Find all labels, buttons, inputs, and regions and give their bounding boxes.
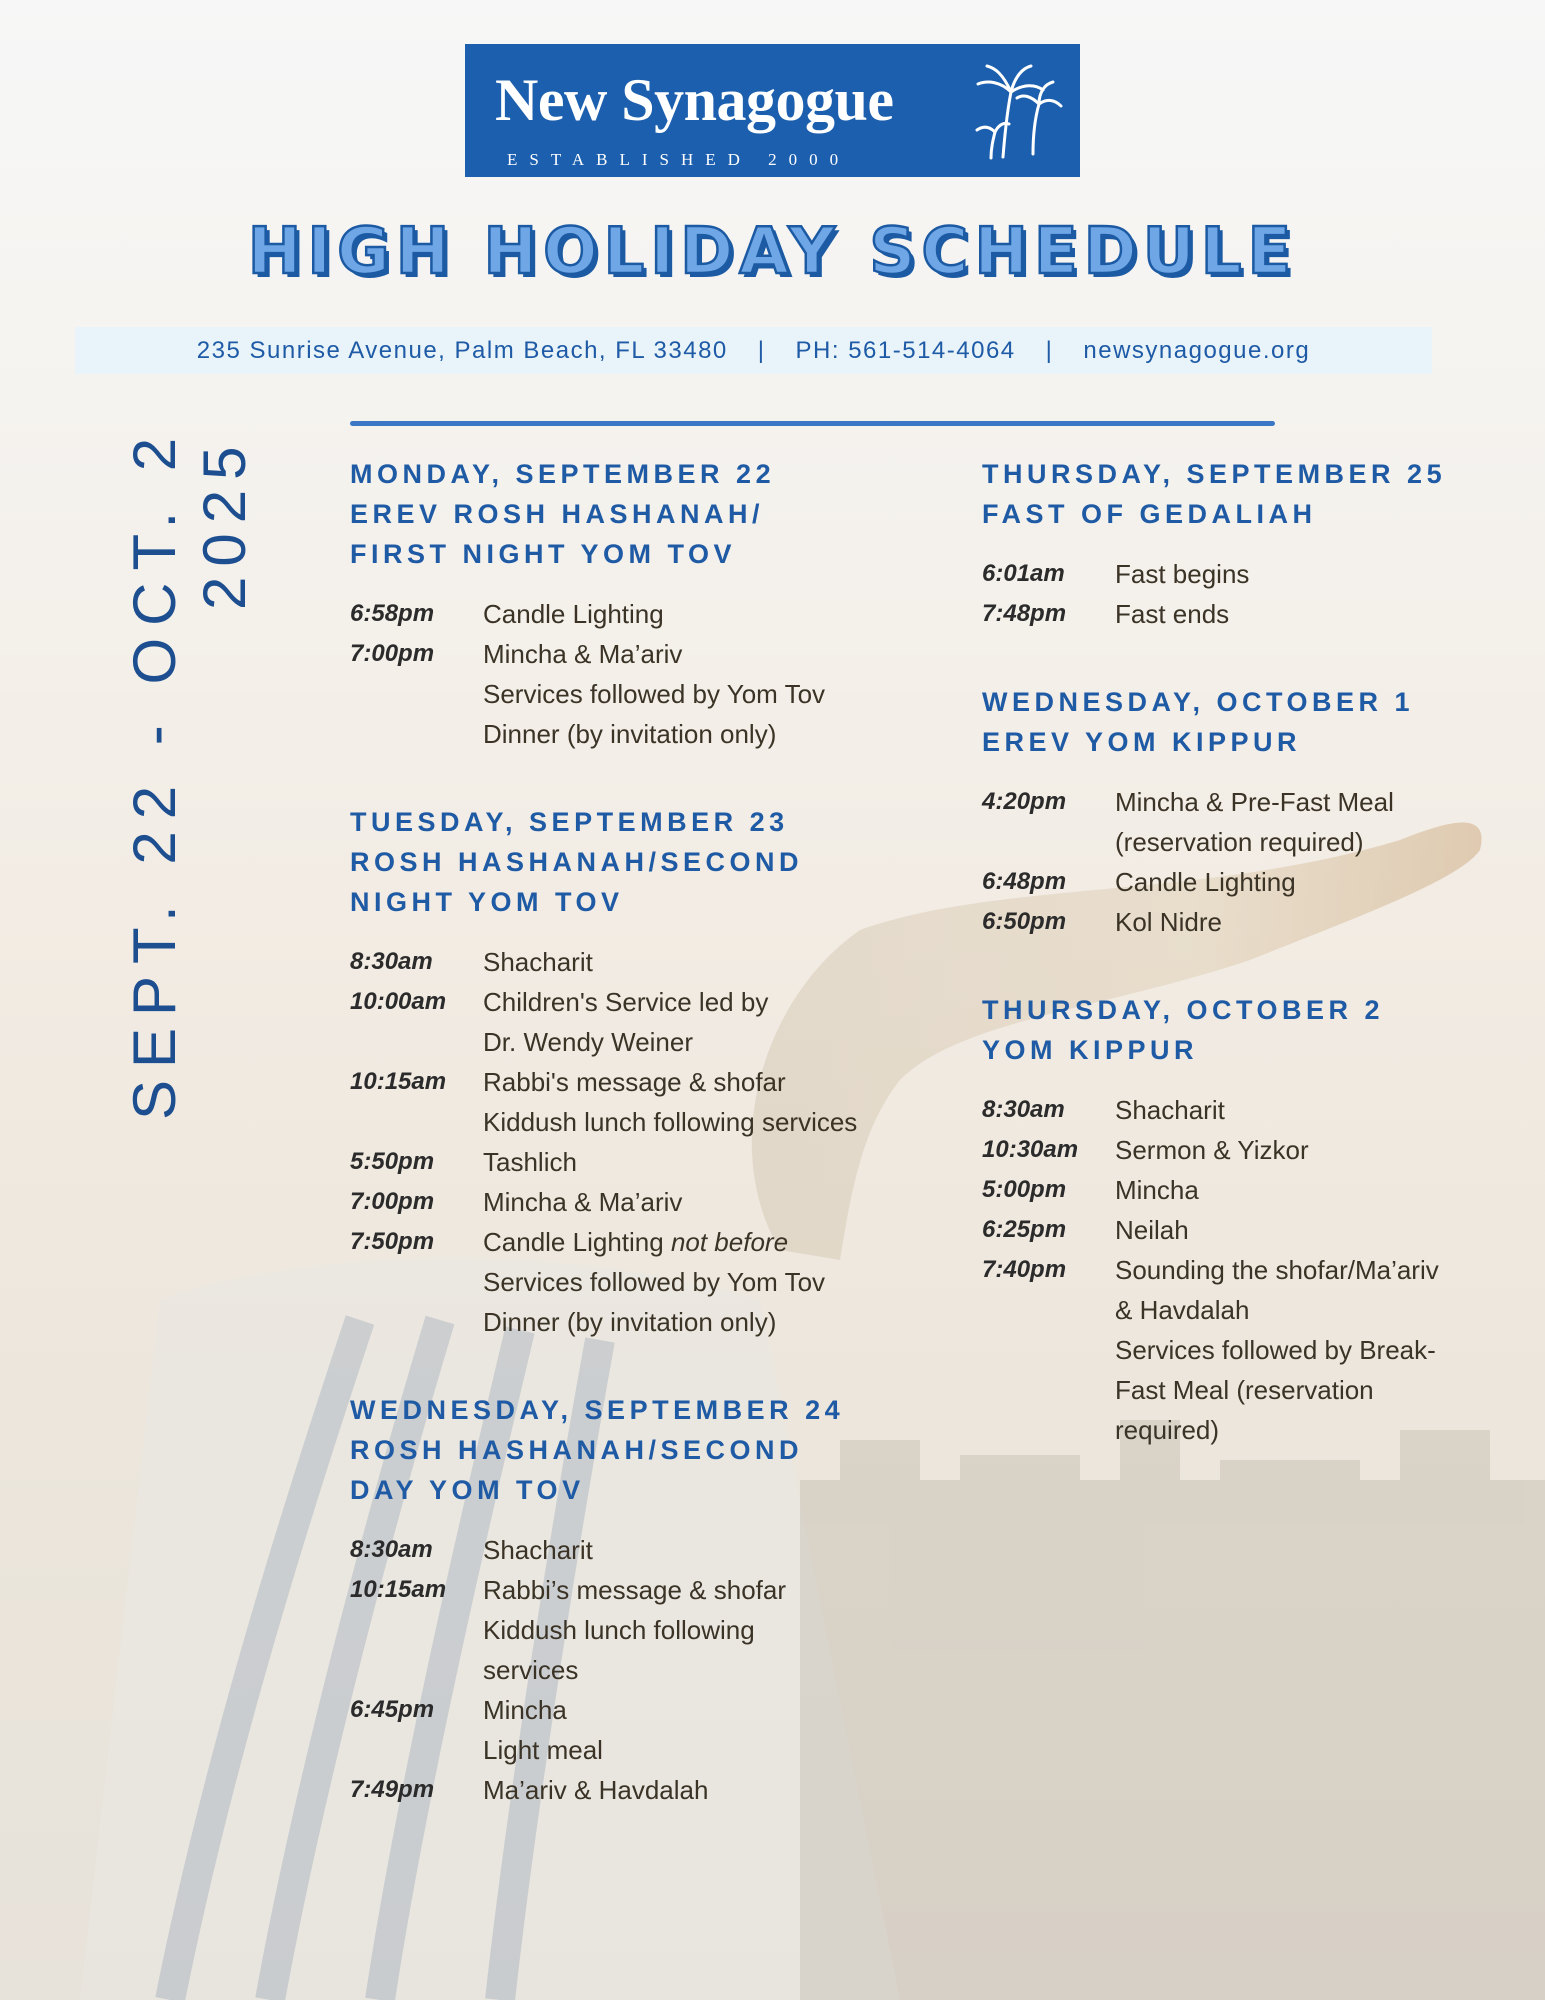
event-description: [1115, 902, 1222, 942]
event-text: Ma’ariv & Havdalah: [483, 1775, 709, 1805]
day-heading: YOM KIPPUR: [982, 1035, 1199, 1065]
divider-rule: [350, 421, 1275, 426]
page-title: HIGH HOLIDAY SCHEDULE: [247, 215, 1298, 289]
event-text: Mincha: [483, 1695, 567, 1725]
separator: |: [757, 336, 766, 364]
event-text: Mincha & Ma’ariv: [483, 639, 683, 669]
event-description-line: [1115, 1330, 1439, 1370]
event-text: Sounding the shofar/Ma’ariv: [1115, 1255, 1439, 1285]
event-row: [982, 1090, 1522, 1130]
event-description-line: [483, 1102, 857, 1142]
event-description-line: [1115, 1130, 1309, 1170]
event-description: [1115, 1090, 1225, 1130]
event-row: [350, 1182, 910, 1222]
event-time: 7:48pm: [982, 600, 1067, 627]
event-time: 6:25pm: [982, 1216, 1067, 1243]
event-time: 7:00pm: [350, 1188, 435, 1215]
day-heading: MONDAY, SEPTEMBER 22: [350, 459, 776, 489]
event-text: Dinner (by invitation only): [483, 1307, 777, 1337]
day-section: [350, 1390, 910, 1810]
event-text: Mincha: [1115, 1175, 1199, 1205]
event-list: [350, 942, 910, 1342]
day-section: [350, 802, 910, 1342]
event-list: [982, 1090, 1522, 1450]
event-description: [483, 982, 768, 1062]
event-description-line: [483, 1262, 825, 1302]
event-description: [1115, 1130, 1309, 1170]
vertical-year: 2025: [191, 436, 258, 610]
event-list: [982, 782, 1522, 942]
event-description: [483, 1530, 593, 1570]
event-list: [982, 554, 1522, 634]
event-description-line: [483, 1142, 577, 1182]
event-time: 8:30am: [982, 1096, 1065, 1123]
event-description: [1115, 782, 1394, 862]
event-description: [483, 1690, 603, 1770]
event-description: [483, 594, 664, 634]
day-heading: EREV ROSH HASHANAH/: [350, 499, 765, 529]
logo-established: ESTABLISHED 2000: [507, 150, 851, 169]
event-description-line: [483, 714, 825, 754]
day-heading: EREV YOM KIPPUR: [982, 727, 1302, 757]
day-heading: THURSDAY, OCTOBER 2: [982, 995, 1385, 1025]
event-description: [483, 1222, 825, 1342]
event-description-line: [483, 1730, 603, 1770]
event-row: [982, 862, 1522, 902]
event-description-line: [1115, 1370, 1439, 1410]
event-time: 6:50pm: [982, 908, 1067, 935]
day-heading: WEDNESDAY, OCTOBER 1: [982, 687, 1415, 717]
event-description: [483, 942, 593, 982]
event-description-line: [1115, 902, 1222, 942]
event-description: [1115, 594, 1229, 634]
event-text: Shacharit: [483, 947, 593, 977]
separator: |: [1045, 336, 1054, 364]
event-time: 7:40pm: [982, 1256, 1067, 1283]
event-description: [483, 1062, 857, 1142]
event-description-line: [483, 674, 825, 714]
event-text: Kol Nidre: [1115, 907, 1222, 937]
event-description: [483, 1142, 577, 1182]
event-description-line: [483, 1650, 786, 1690]
event-description-line: [483, 1302, 825, 1342]
event-description-line: [483, 1530, 593, 1570]
event-row: [350, 594, 910, 634]
day-heading: ROSH HASHANAH/SECOND: [350, 1435, 804, 1465]
event-row: [350, 1690, 910, 1770]
event-text: & Havdalah: [1115, 1295, 1250, 1325]
day-section: [350, 454, 910, 754]
event-description-line: [483, 594, 664, 634]
event-time: 6:48pm: [982, 868, 1067, 895]
event-text: Services followed by Yom Tov: [483, 1267, 826, 1297]
event-row: [350, 1530, 910, 1570]
event-text: Dinner (by invitation only): [483, 719, 777, 749]
event-description-line: [483, 1690, 603, 1730]
event-row: [982, 594, 1522, 634]
phone: PH: 561-514-4064: [795, 336, 1016, 364]
event-description-line: [1115, 862, 1296, 902]
event-description-line: [1115, 1170, 1199, 1210]
day-heading: THURSDAY, SEPTEMBER 25: [982, 459, 1447, 489]
event-text: (reservation required): [1115, 827, 1364, 857]
event-description: [483, 634, 825, 754]
event-time: 6:01am: [982, 560, 1065, 587]
event-text: Fast Meal (reservation: [1115, 1375, 1374, 1405]
event-text: Children's Service led by: [483, 987, 769, 1017]
event-row: [982, 902, 1522, 942]
event-description-line: [483, 1610, 786, 1650]
event-description-line: [1115, 1210, 1189, 1250]
event-text: Kiddush lunch following: [483, 1615, 755, 1645]
event-description: [483, 1570, 786, 1690]
event-note: not before: [670, 1227, 789, 1257]
event-text: Light meal: [483, 1735, 603, 1765]
event-description-line: [483, 942, 593, 982]
website: newsynagogue.org: [1083, 336, 1311, 364]
event-time: 10:15am: [350, 1068, 447, 1095]
event-row: [982, 1210, 1522, 1250]
logo-name: New Synagogue: [495, 67, 894, 133]
event-description: [1115, 862, 1296, 902]
event-text: Shacharit: [483, 1535, 593, 1565]
event-row: [350, 1062, 910, 1142]
event-description-line: [483, 1022, 768, 1062]
event-time: 4:20pm: [982, 788, 1067, 815]
event-description-line: [1115, 1250, 1439, 1290]
day-heading: DAY YOM TOV: [350, 1475, 585, 1505]
cityscape: [800, 1420, 1545, 2000]
event-time: 10:00am: [350, 988, 447, 1015]
event-description-line: [1115, 1410, 1439, 1450]
event-time: 5:50pm: [350, 1148, 435, 1175]
event-text: Sermon & Yizkor: [1115, 1135, 1309, 1165]
schedule-right-column: [982, 454, 1522, 1498]
event-text: Rabbi's message & shofar: [483, 1067, 786, 1097]
event-time: 8:30am: [350, 948, 433, 975]
event-row: [350, 1222, 910, 1342]
event-description-line: [483, 1062, 857, 1102]
event-text: Fast begins: [1115, 559, 1250, 589]
event-text: services: [483, 1655, 579, 1685]
event-time: 8:30am: [350, 1536, 433, 1563]
event-text: Mincha & Ma’ariv: [483, 1187, 683, 1217]
event-row: [982, 782, 1522, 862]
event-description-line: [1115, 594, 1229, 634]
event-description: [1115, 1250, 1439, 1450]
day-heading: ROSH HASHANAH/SECOND: [350, 847, 804, 877]
event-description: [1115, 1210, 1189, 1250]
day-heading: WEDNESDAY, SEPTEMBER 24: [350, 1395, 845, 1425]
event-row: [982, 1130, 1522, 1170]
event-text: Candle Lighting: [483, 1227, 664, 1257]
event-description: [1115, 554, 1249, 594]
event-time: 6:58pm: [350, 600, 435, 627]
day-heading: NIGHT YOM TOV: [350, 887, 624, 917]
event-text: Candle Lighting: [483, 599, 664, 629]
event-text: Kiddush lunch following services: [483, 1107, 858, 1137]
event-text: Services followed by Yom Tov: [483, 679, 826, 709]
event-text: Neilah: [1115, 1215, 1189, 1245]
day-section: [982, 454, 1522, 634]
event-text: Candle Lighting: [1115, 867, 1296, 897]
event-description-line: [483, 634, 825, 674]
event-description: [483, 1182, 682, 1222]
event-description-line: [483, 1770, 708, 1810]
event-text: required): [1115, 1415, 1220, 1445]
event-row: [350, 1770, 910, 1810]
event-description-line: [483, 982, 768, 1022]
address: 235 Sunrise Avenue, Palm Beach, FL 33480: [196, 336, 728, 364]
event-text: Services followed by Break-: [1115, 1335, 1436, 1365]
event-row: [350, 634, 910, 754]
day-heading: TUESDAY, SEPTEMBER 23: [350, 807, 789, 837]
event-time: 10:30am: [982, 1136, 1079, 1163]
event-text: Shacharit: [1115, 1095, 1225, 1125]
event-row: [350, 1570, 910, 1690]
event-text: Rabbi’s message & shofar: [483, 1575, 787, 1605]
palm-tree-icon: [973, 62, 1063, 162]
day-section: [982, 990, 1522, 1450]
event-text: Dr. Wendy Weiner: [483, 1027, 694, 1057]
event-description-line: [483, 1570, 786, 1610]
event-text: Mincha & Pre-Fast Meal: [1115, 787, 1394, 817]
schedule-left-column: [350, 454, 910, 1858]
event-time: 6:45pm: [350, 1696, 435, 1723]
event-description-line: [1115, 1290, 1439, 1330]
event-time: 7:50pm: [350, 1228, 435, 1255]
day-heading: FIRST NIGHT YOM TOV: [350, 539, 737, 569]
event-description-line: [1115, 554, 1249, 594]
event-description-line: [1115, 782, 1394, 822]
event-description-line: [483, 1182, 682, 1222]
event-row: [350, 982, 910, 1062]
event-description: [1115, 1170, 1199, 1210]
event-list: [350, 594, 910, 754]
event-row: [982, 554, 1522, 594]
event-row: [350, 942, 910, 982]
event-text: Fast ends: [1115, 599, 1230, 629]
event-description: [483, 1770, 708, 1810]
contact-bar: [75, 327, 1432, 374]
event-time: 7:00pm: [350, 640, 435, 667]
day-heading: FAST OF GEDALIAH: [982, 499, 1317, 529]
event-row: [982, 1170, 1522, 1210]
day-section: [982, 682, 1522, 942]
event-description-line: [483, 1222, 825, 1262]
vertical-date-range: SEPT. 22 - OCT. 2: [121, 425, 188, 1120]
event-time: 10:15am: [350, 1576, 447, 1603]
event-list: [350, 1530, 910, 1810]
event-row: [982, 1250, 1522, 1450]
event-row: [350, 1142, 910, 1182]
event-time: 5:00pm: [982, 1176, 1067, 1203]
event-text: Tashlich: [483, 1147, 577, 1177]
synagogue-logo: [465, 44, 1080, 177]
event-description-line: [1115, 1090, 1225, 1130]
event-time: 7:49pm: [350, 1776, 435, 1803]
event-description-line: [1115, 822, 1394, 862]
